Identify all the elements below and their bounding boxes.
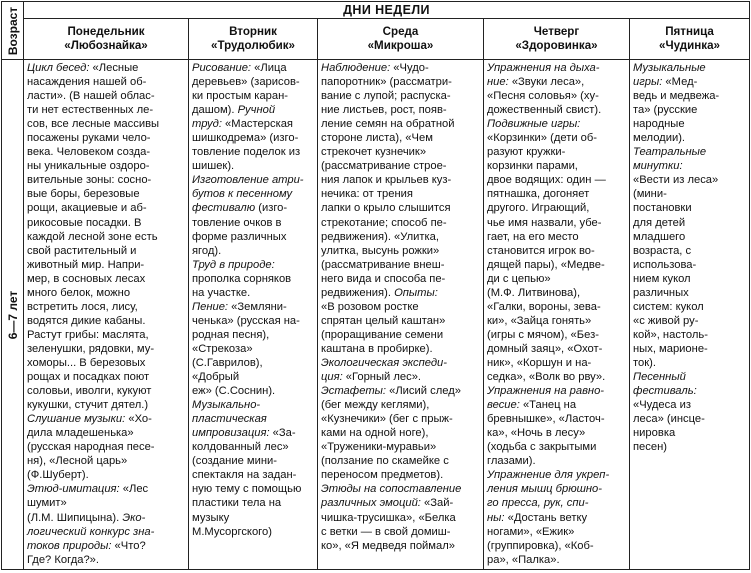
day-name: Среда xyxy=(382,25,419,38)
day-subtitle: «Чудинка» xyxy=(659,39,720,52)
activity-text: «Танец на бревнышке», «Ласточ- ка», «Ночь в лесу» (ходьба с закрытыми глазами). xyxy=(487,399,605,468)
activity-label: Музыкальные игры: xyxy=(633,62,706,89)
activity-text: «Земляни- ченька» (русская на- родная песня), «Стрекоза» (С.Гаврилов), «Добрый еж» (С.Соснин). xyxy=(192,300,300,398)
activity-label: Упражнение для укреп- ления мышц брюшно- го пресса, рук, спи- ны: xyxy=(487,469,610,524)
activity-label: Эко- логический конкурс зна- токов природы: xyxy=(27,511,155,552)
day-subtitle: «Микроша» xyxy=(367,39,434,52)
activity-label: Изготовление атри- бутов к песенному фестивалю xyxy=(192,174,304,215)
age-value: 6—7 лет xyxy=(5,290,20,339)
activities-wednesday xyxy=(318,60,484,570)
day-name: Вторник xyxy=(229,25,277,38)
activity-text: «Лисий след» (бег между кеглями), «Кузнечики» (бег с прыж- ками на одной ноге), «Труженики-муравьи» (ползание по скамейке с переносом предметов). xyxy=(321,385,461,482)
activity-text: «Зай- чишка-трусишка», «Белка с ветки — в свой домиш- ко», «Я медведя поймал» xyxy=(321,497,456,552)
activity-label: Труд в природе: xyxy=(192,258,275,271)
activities-tuesday xyxy=(189,60,318,570)
activity-label: Музыкально- пластическая импровизация: xyxy=(192,399,270,440)
activity-text: «Мед- ведь и медвежа- та» (русские народные мелодии). xyxy=(633,76,720,145)
activity-text: «Лица деревьев» (зарисов- ки простым каран- дашом). xyxy=(192,62,300,117)
day-header-thursday xyxy=(484,19,630,60)
day-header-monday xyxy=(24,19,189,60)
day-header-tuesday xyxy=(189,19,318,60)
activity-text: (изго- товление очков в форме различных ягод). xyxy=(192,202,288,257)
activity-text: «Горный лес». xyxy=(345,371,422,384)
activity-label: Слушание музыки: xyxy=(27,413,126,426)
activity-text: «За- колдованный лес» (создание мини- спектакля на задан- ную тему с помощью пластики тела на музыку М.Мусоргского) xyxy=(192,427,302,538)
activity-label: Этюды на сопоставление различных эмоций: xyxy=(321,483,462,510)
activity-label: Театральные минутки: xyxy=(633,146,707,173)
activity-text: «Мастерская шишкодрема» (изго- товление поделок из шишек). xyxy=(192,118,301,173)
day-header-friday xyxy=(630,19,750,60)
activity-text: «Чудо- папоротник» (рассматри- вание с лупой; распуска- ние листьев, рост, появ- ление семян на обратной стороне листа), «Чем стрекочет кузнечик» (рассматривание строе- ния лапок и крыльев куз- нечика: от трения лапки о крыло слышится стрекотание; способ пе- редвижения). «Улитка, улитка, высунь рожки» (рассматривание внеш- него вида и способа пе- редвижения). xyxy=(321,62,455,299)
week-title: ДНИ НЕДЕЛИ xyxy=(24,2,750,19)
activity-text: «Вести из леса» (мини- постановки для детей младшего возраста, с использова- нием кукол различных систем: кукол «с живой ру- кой», настоль- ных, марионе- ток). xyxy=(633,174,719,369)
activity-text: «Достань ветку ногами», «Ежик» (группировка), «Коб- ра», «Палка». xyxy=(487,511,594,566)
activity-label: Цикл бесед: xyxy=(27,62,90,74)
day-header-row xyxy=(2,19,750,60)
content-row xyxy=(2,60,750,570)
activity-label: Этюд-имитация: xyxy=(27,483,120,496)
activity-label: Наблюдение: xyxy=(321,62,391,74)
activities-thursday xyxy=(484,60,630,570)
activity-text: «Лес шумит» (Л.М. Шипицына). xyxy=(27,483,149,524)
day-name: Понедельник xyxy=(67,25,145,38)
activity-label: Рисование: xyxy=(192,62,252,74)
age-header-label: Возраст xyxy=(5,6,20,55)
activity-text: «Корзинки» (дети об- разуют кружки- корзинки парами, двое водящих: один — пятнашка, догоняет другого. Играющий, чье имя назвали, убе- гает, на его место становится игрок во- дящей пары), «Медве- ди с цепью» (М.Ф. Литвинова), «Галки, вороны, зева- ки», «Зайца гонять» (игры с мячом), «Без- домный заяц», «Охот- ник», «Коршун и на- седка», «Волк во рву». xyxy=(487,132,606,384)
day-subtitle: «Здоровинка» xyxy=(515,39,598,52)
activity-label: Упражнения на дыха- ние: xyxy=(487,62,600,89)
activity-text: «Что? Где? Когда?». xyxy=(27,539,146,566)
age-value-cell xyxy=(2,60,24,570)
weekly-schedule-table xyxy=(1,1,750,570)
day-header-wednesday xyxy=(318,19,484,60)
day-name: Четверг xyxy=(533,25,580,38)
activity-text: «Чудеса из леса» (инсце- нировка песен) xyxy=(633,399,705,454)
activity-text: «Звуки леса», «Песня соловья» (ху- дожественный свист). xyxy=(487,76,602,117)
activity-label: Упражнения на равно- весие: xyxy=(487,385,605,412)
title-row xyxy=(2,2,750,19)
activities-friday xyxy=(630,60,750,570)
activity-label: Песенный фестиваль: xyxy=(633,371,697,398)
activity-label: Ручной труд: xyxy=(192,104,276,131)
activity-text: «Хо- дила младешенька» (русская народная песе- ня), «Лесной царь» (Ф.Шуберт). xyxy=(27,413,155,482)
activity-label: Пение: xyxy=(192,300,229,313)
day-name: Пятница xyxy=(665,25,714,38)
activity-label: Эстафеты: xyxy=(321,385,386,398)
activity-text: «Лесные насаждения нашей об- ласти». (В нашей облас- ти нет естественных ле- сов, все лесные массивы посажены руками чело- века. Человеком созда- ны уникальные оздоро- вительные зоны: сосно- вые боры, березовые рощи, акациевые и аб- рикосовые посадки. В каждой лесной зоне есть свой растительный и животный мир. Напри- мер, в сосновых лесах много белок, можно встретить лося, лису, водятся дикие кабаны. Растут грибы: маслята, зеленушки, рядовки, му- хоморы... В березовых рощах и посадках поют соловьи, иволги, кукуют кукушки, стучит дятел.) xyxy=(27,62,160,412)
activity-label: Опыты: xyxy=(394,286,438,299)
activity-text: прополка сорняков на участке. xyxy=(192,272,292,299)
activities-monday xyxy=(24,60,189,570)
day-subtitle: «Трудолюбик» xyxy=(211,39,295,52)
activity-label: Подвижные игры: xyxy=(487,118,581,131)
activity-text: «В розовом ростке спрятан целый каштан» (проращивание семени каштана в пробирке). xyxy=(321,300,446,355)
activity-label: Экологическая экспеди- ция: xyxy=(321,356,447,384)
age-header-cell xyxy=(2,2,24,60)
day-subtitle: «Любознайка» xyxy=(64,39,148,52)
